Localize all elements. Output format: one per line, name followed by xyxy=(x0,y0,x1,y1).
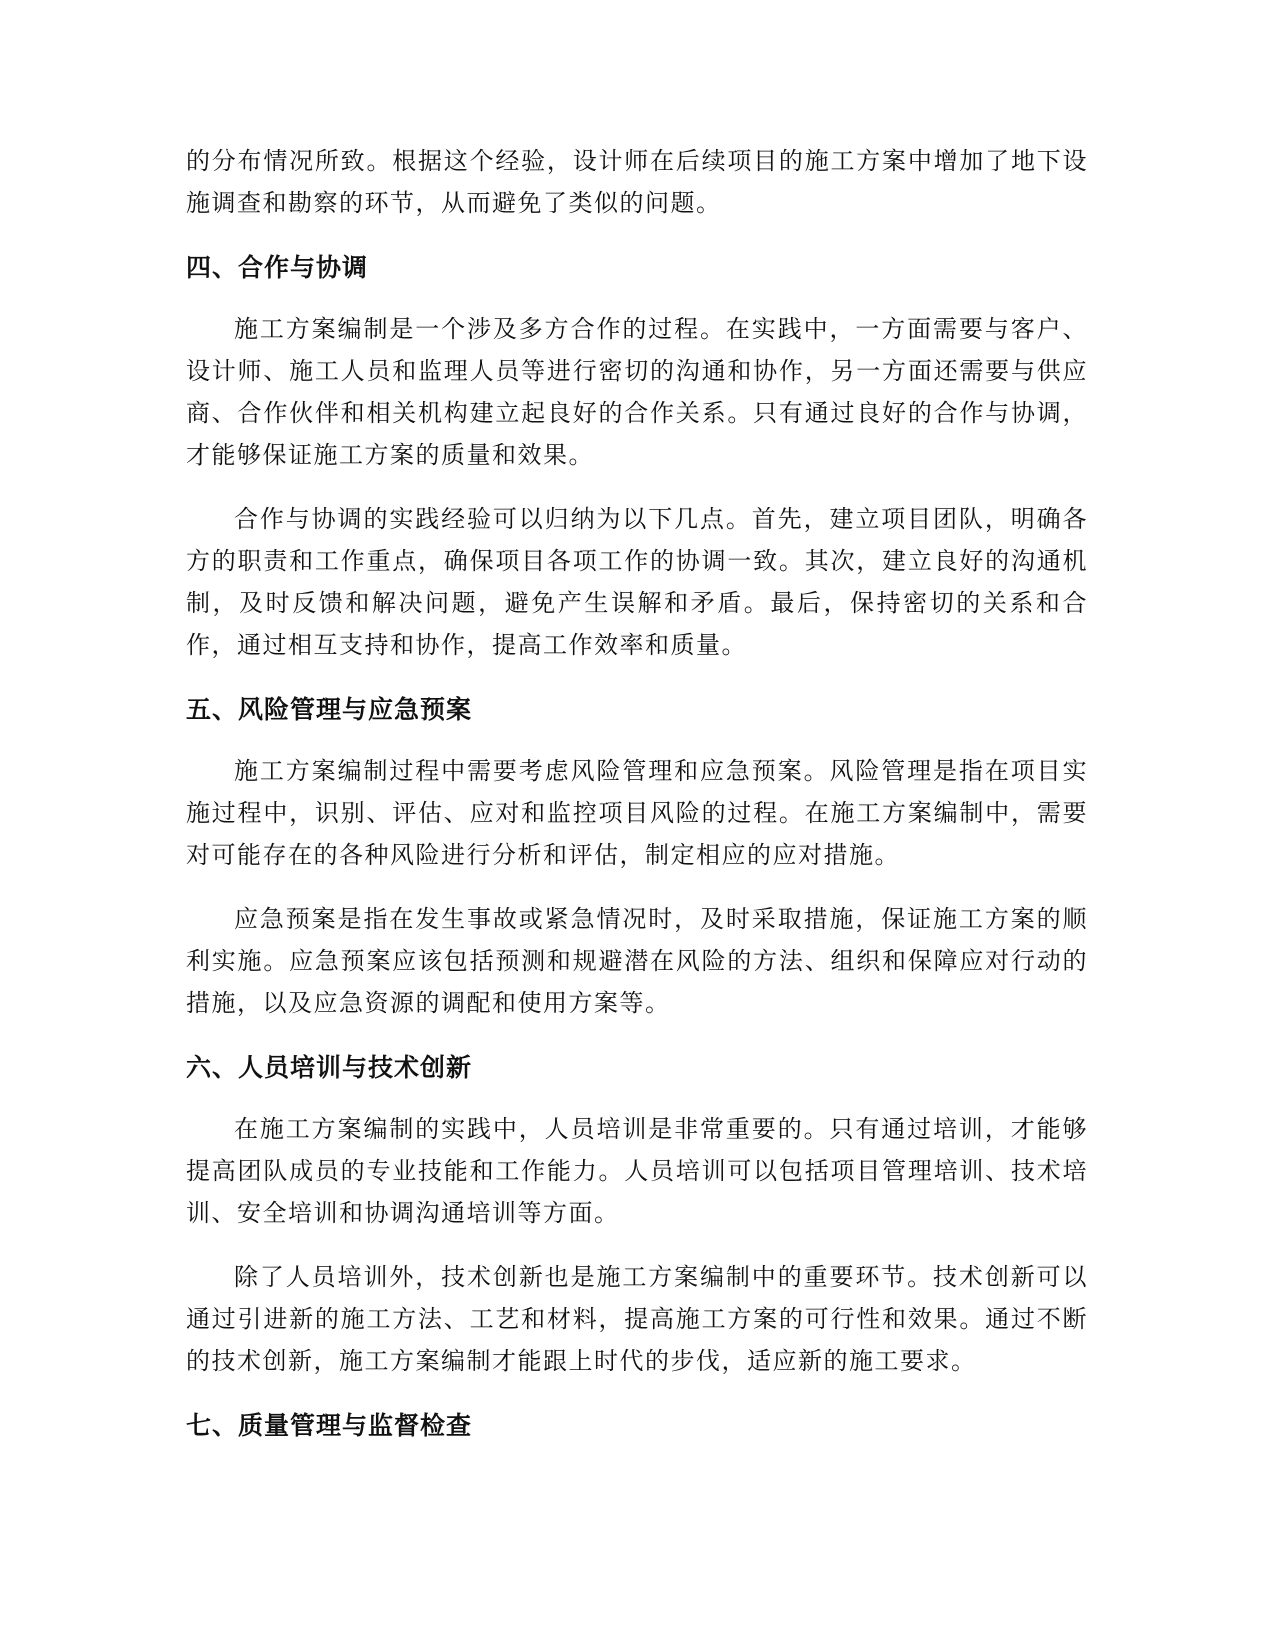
paragraph: 应急预案是指在发生事故或紧急情况时，及时采取措施，保证施工方案的顺利实施。应急预案应该包括预测和规避潜在风险的方法、组织和保障应对行动的措施，以及应急资源的调配和使用方案等。 xyxy=(186,905,1088,1017)
paragraph-continuation: 的分布情况所致。根据这个经验，设计师在后续项目的施工方案中增加了地下设施调查和勘察的环节，从而避免了类似的问题。 xyxy=(186,147,1088,217)
paragraph: 除了人员培训外，技术创新也是施工方案编制中的重要环节。技术创新可以通过引进新的施工方法、工艺和材料，提高施工方案的可行性和效果。通过不断的技术创新，施工方案编制才能跟上时代的步伐，适应新的施工要求。 xyxy=(186,1263,1088,1375)
section-heading-5: 五、风险管理与应急预案 xyxy=(186,695,473,724)
paragraph: 合作与协调的实践经验可以归纳为以下几点。首先，建立项目团队，明确各方的职责和工作重点，确保项目各项工作的协调一致。其次，建立良好的沟通机制，及时反馈和解决问题，避免产生误解和矛盾。最后，保持密切的关系和合作，通过相互支持和协作，提高工作效率和质量。 xyxy=(186,505,1088,659)
paragraph: 施工方案编制过程中需要考虑风险管理和应急预案。风险管理是指在项目实施过程中，识别、评估、应对和监控项目风险的过程。在施工方案编制中，需要对可能存在的各种风险进行分析和评估，制定相应的应对措施。 xyxy=(186,757,1088,869)
section-heading-7: 七、质量管理与监督检查 xyxy=(186,1411,473,1440)
paragraph: 施工方案编制是一个涉及多方合作的过程。在实践中，一方面需要与客户、设计师、施工人员和监理人员等进行密切的沟通和协作，另一方面还需要与供应商、合作伙伴和相关机构建立起良好的合作关系。只有通过良好的合作与协调，才能够保证施工方案的质量和效果。 xyxy=(186,315,1088,469)
section-heading-4: 四、合作与协调 xyxy=(186,253,369,282)
document-body xyxy=(186,140,1088,1448)
section-heading-6: 六、人员培训与技术创新 xyxy=(186,1053,473,1082)
paragraph: 在施工方案编制的实践中，人员培训是非常重要的。只有通过培训，才能够提高团队成员的专业技能和工作能力。人员培训可以包括项目管理培训、技术培训、安全培训和协调沟通培训等方面。 xyxy=(186,1115,1088,1227)
